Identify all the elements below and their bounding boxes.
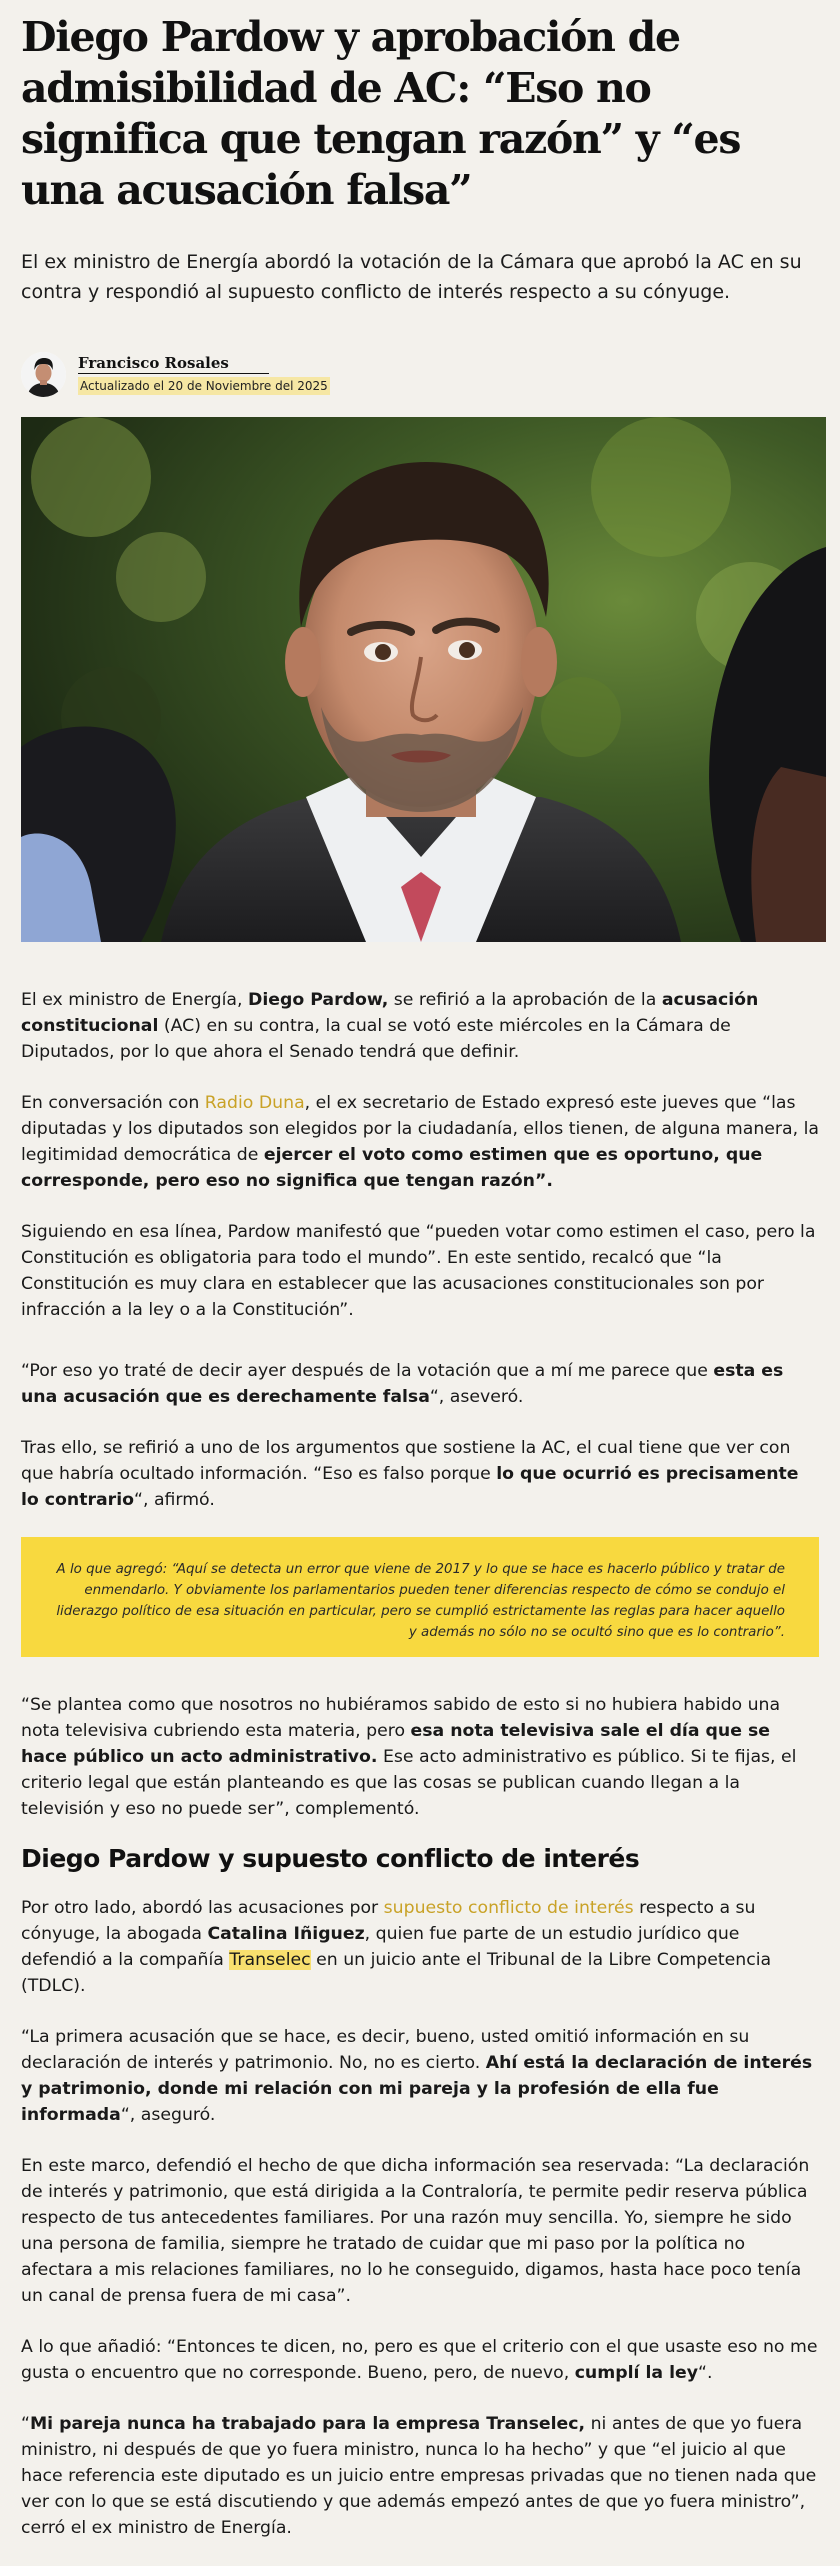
paragraph-1: El ex ministro de Energía, Diego Pardow, se refirió a la aprobación de la acusación constitucional (AC) en su contra, la cual se votó este miércoles en la Cámara de Diputados, por lo que ahora el Senado tendrá que definir. xyxy=(21,990,759,1062)
paragraph-8: “La primera acusación que se hace, es decir, bueno, usted omitió información en su declaración de interés y patrimonio. No, no es cierto. Ahí está la declaración de interés y patrimonio, donde mi relación con mi pareja y la profesión de ella fue informada“, aseguró. xyxy=(21,2027,813,2125)
article-body xyxy=(21,987,819,2541)
paragraph-11: “Mi pareja nunca ha trabajado para la empresa Transelec, ni antes de que yo fuera ministro, ni después de que yo fuera ministro, nunca lo ha hecho” y que “el juicio al que hace referencia este diputado es un juicio entre empresas privadas que no tienen nada que ver con lo que se está discutiendo y que además empezó antes de que yo fuera ministro”, cerró el ex ministro de Energía. xyxy=(21,2414,817,2538)
paragraph-9: En este marco, defendió el hecho de que dicha información sea reservada: “La declaración de interés y patrimonio, que está dirigida a la Contraloría, te permite pedir reserva pública respecto de tus antecedentes familiares. Por una razón muy sencilla. Yo, siempre he sido una persona de familia, siempre he tratado de cuidar que mi paso por la política no afectara a mis relaciones familiares, no lo he conseguido, digamos, hasta hace poco tenía un canal de prensa fuera de mi casa”. xyxy=(21,2156,810,2306)
radio-duna-link[interactable]: Radio Duna xyxy=(204,1093,305,1113)
conflict-of-interest-link[interactable]: supuesto conflicto de interés xyxy=(383,1898,634,1918)
paragraph-5: Tras ello, se refirió a uno de los argumentos que sostiene la AC, el cual tiene que ver con que habría ocultado información. “Eso es falso porque lo que ocurrió es precisamente lo contrario“, afirmó. xyxy=(21,1438,799,1510)
pull-quote xyxy=(21,1537,819,1657)
paragraph-4: “Por eso yo traté de decir ayer después de la votación que a mí me parece que esta es una acusación que es derechamente falsa“, aseveró. xyxy=(21,1361,784,1407)
article-lead: El ex ministro de Energía abordó la votación de la Cámara que aprobó la AC en su contra y respondió al supuesto conflicto de interés respecto a su cónyuge. xyxy=(21,251,802,303)
paragraph-7: Por otro lado, abordó las acusaciones por supuesto conflicto de interés respecto a su cónyuge, la abogada Catalina Iñiguez, quien fue parte de un estudio jurídico que defendió a la compañía Transelec en un juicio ante el Tribunal de la Libre Competencia (TDLC). xyxy=(21,1898,772,1996)
author-avatar[interactable] xyxy=(21,352,66,397)
paragraph-10: A lo que añadió: “Entonces te dicen, no, pero es que el criterio con el que usaste eso no me gusta o encuentro que no corresponde. Bueno, pero, de nuevo, cumplí la ley“. xyxy=(21,2337,818,2383)
section-subhead: Diego Pardow y supuesto conflicto de interés xyxy=(21,1844,640,1873)
paragraph-2: En conversación con Radio Duna, el ex secretario de Estado expresó este jueves que “las diputadas y los diputados son elegidos por la ciudadanía, ellos tienen, de alguna manera, la legitimidad democrática de ejercer el voto como estimen que es oportuno, que corresponde, pero eso no significa que tengan razón”. xyxy=(21,1093,819,1191)
paragraph-3: Siguiendo en esa línea, Pardow manifestó que “pueden votar como estimen el caso, pero la Constitución es obligatoria para todo el mundo”. En este sentido, recalcó que “la Constitución es muy clara en establecer que las acusaciones constitucionales son por infracción a la ley o a la Constitución”. xyxy=(21,1222,816,1320)
updated-date: Actualizado el 20 de Noviembre del 2025 xyxy=(80,379,328,393)
author-name[interactable]: Francisco Rosales xyxy=(78,354,269,374)
byline xyxy=(21,349,819,399)
article-photo xyxy=(21,417,826,942)
transelec-highlight: Transelec xyxy=(229,1950,311,1970)
pull-quote-text: A lo que agregó: “Aquí se detecta un error que viene de 2017 y lo que se hace es hacerlo público y tratar de enmendarlo. Y obviamente los parlamentarios pueden tener diferencias respecto de cómo se condujo el liderazgo político de esa situación en particular, pero se cumplió estrictamente las reglas para hacer aquello y además no sólo no se ocultó sino que es lo contrario”. xyxy=(56,1562,785,1640)
article-headline: Diego Pardow y aprobación de admisibilidad de AC: “Eso no significa que tengan razón” y “es una acusación falsa” xyxy=(21,13,741,214)
author-block xyxy=(78,353,330,395)
paragraph-6: “Se plantea como que nosotros no hubiéramos sabido de esto si no hubiera habido una nota televisiva cubriendo esta materia, pero esa nota televisiva sale el día que se hace público un acto administrativo. Ese acto administrativo es público. Si te fijas, el criterio legal que están planteando es que las cosas se publican cuando llegan a la televisión y eso no puede ser”, complementó. xyxy=(21,1695,797,1819)
